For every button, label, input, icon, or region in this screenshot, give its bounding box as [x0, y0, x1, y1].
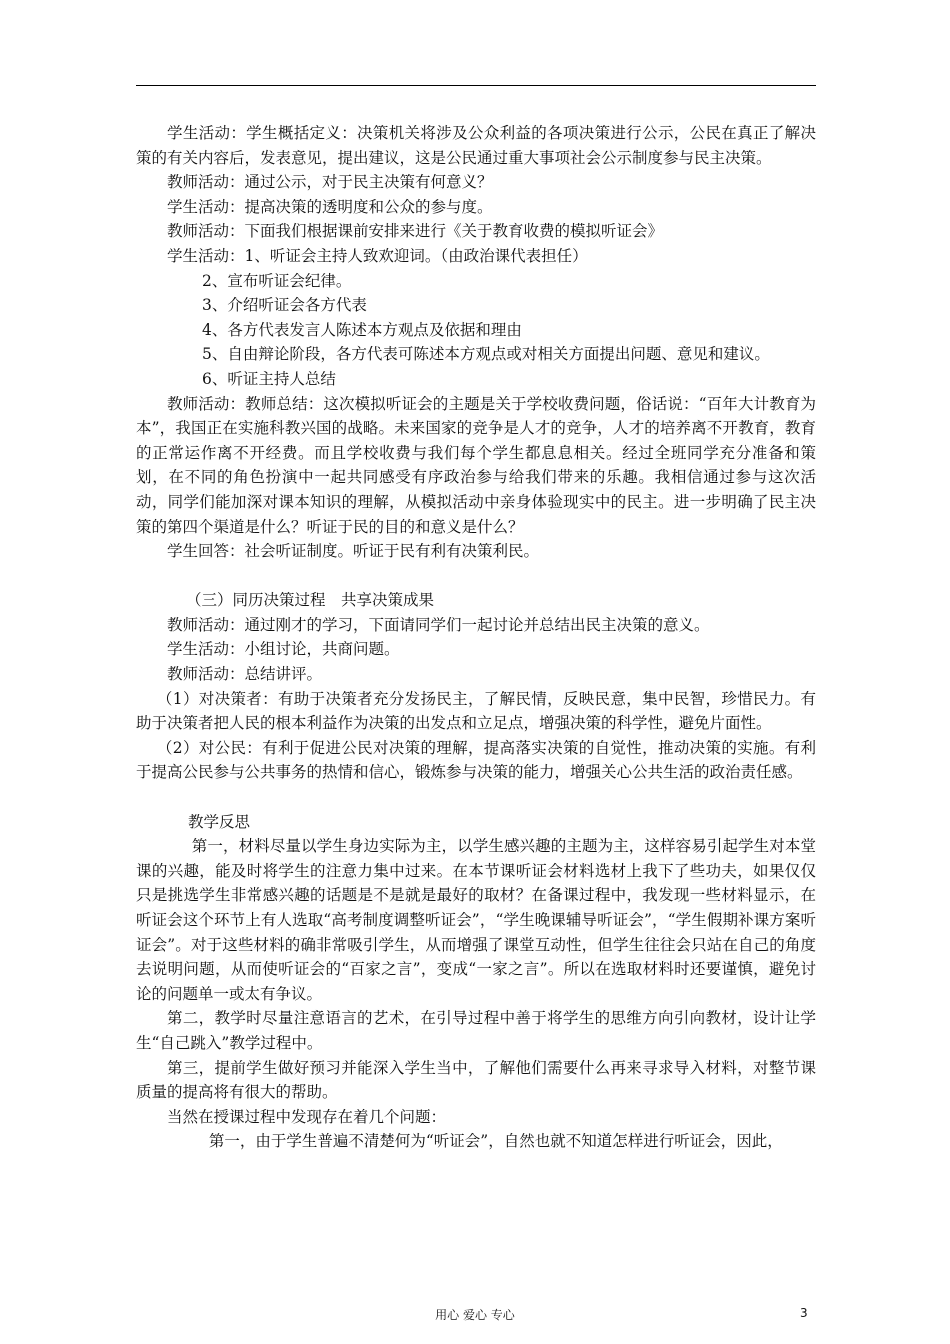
paragraph: （2）对公民：有利于促进公民对决策的理解，提高落实决策的自觉性，推动决策的实施。有利于提高公民参与公共事务的热情和信心，锻炼参与决策的能力，增强关心公共生活的政治责任感。: [136, 738, 816, 782]
paragraph: 学生活动：学生概括定义：决策机关将涉及公众利益的各项决策进行公示，公民在真正了解决策的有关内容后，发表意见，提出建议，这是公民通过重大事项社会公示制度参与民主决策。: [136, 124, 816, 167]
paragraph: 教师活动：教师总结：这次模拟听证会的主题是关于学校收费问题，俗话说：“百年大计教育为本”，我国正在实施科教兴国的战略。未来国家的竞争是人才的竞争，人才的培养离不开教育，教育的正常运作离不开经费。而且学校收费与我们每个学生都息息相关。经过全班同学充分准备和策划，在不同的角色扮演中一起共同感受有序政治参与给我们带来的乐趣。我相信通过参与这次活动，同学们能加深对课本知识的理解，从模拟活动中亲身体验现实中的民主。进一步明确了民主决策的第四个渠道是什么？听证于民的目的和意义是什么？: [136, 394, 816, 536]
paragraph: 学生活动：小组讨论，共商问题。: [167, 640, 400, 659]
paragraph: 当然在授课过程中发现存在着几个问题：: [167, 1107, 447, 1126]
paragraph: （1）对决策者：有助于决策者充分发扬民主，了解民情，反映民意，集中民智，珍惜民力。有助于决策者把人民的根本利益作为决策的出发点和立足点，增强决策的科学性，避免片面性。: [136, 689, 816, 733]
section-heading: 教学反思: [188, 812, 251, 831]
paragraph: 学生活动：1、听证会主持人致欢迎词。（由政治课代表担任）: [167, 246, 588, 265]
list-item: 5、自由辩论阶段，各方代表可陈述本方观点或对相关方面提出问题、意见和建议。: [202, 345, 770, 364]
paragraph: 第一，由于学生普遍不清楚何为“听证会”，自然也就不知道怎样进行听证会，因此，: [208, 1132, 783, 1151]
paragraph: 学生回答：社会听证制度。听证于民有利有决策利民。: [167, 542, 540, 561]
paragraph: 第一，材料尽量以学生身边实际为主，以学生感兴趣的主题为主，这样容易引起学生对本堂课的兴趣，能及时将学生的注意力集中过来。在本节课听证会材料选材上我下了些功夫，如果仅仅只是挑选学生非常感兴趣的话题是不是就是最好的取材？在备课过程中，我发现一些材料显示，在听证会这个环节上有人选取“高考制度调整听证会”，“学生晚课辅导听证会”，“学生假期补课方案听证会”。对于这些材料的确非常吸引学生，从而增强了课堂互动性，但学生往往会只站在自己的角度去说明问题，从而使听证会的“百家之言”，变成“一家之言”。所以在选取材料时还要谨慎，避免讨论的问题单一或太有争议。: [136, 837, 816, 1003]
paragraph: 教师活动：通过刚才的学习，下面请同学们一起讨论并总结出民主决策的意义。: [167, 615, 710, 634]
page-number: 3: [800, 1306, 808, 1320]
footer-slogan: 用心 爱心 专心: [435, 1308, 515, 1322]
paragraph: 教师活动：总结讲评。: [167, 665, 323, 684]
paragraph: 教师活动：通过公示，对于民主决策有何意义？: [167, 173, 493, 192]
list-item: 2、宣布听证会纪律。: [202, 271, 352, 290]
blank-line: [136, 564, 816, 589]
page-body: [136, 121, 816, 1154]
section-heading: （三）同历决策过程 共享决策成果: [186, 591, 435, 610]
paragraph: 第二，教学时尽量注意语言的艺术，在引导过程中善于将学生的思维方向引向教材，设计让学生“自己跳入”教学过程中。: [136, 1009, 816, 1052]
list-item: 4、各方代表发言人陈述本方观点及依据和理由: [202, 320, 522, 339]
list-item: 3、介绍听证会各方代表: [202, 296, 367, 315]
paragraph: 教师活动：下面我们根据课前安排来进行《关于教育收费的模拟听证会》: [167, 222, 664, 241]
header-rule: [136, 85, 816, 86]
paragraph: 第三，提前学生做好预习并能深入学生当中，了解他们需要什么再来寻求导入材料，对整节课质量的提高将有很大的帮助。: [136, 1058, 816, 1102]
list-item: 6、听证主持人总结: [202, 369, 336, 388]
blank-line: [136, 785, 816, 810]
paragraph: 学生活动：提高决策的透明度和公众的参与度。: [167, 197, 493, 216]
